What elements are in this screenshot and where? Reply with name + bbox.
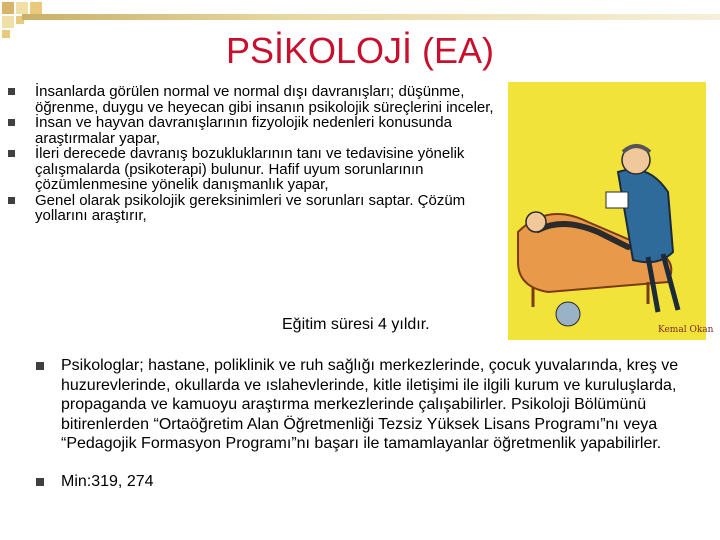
list-item: Genel olarak psikolojik gereksinimleri ve sorunları saptar. Çözüm yollarını araştırır,	[8, 193, 498, 224]
square-bullet-icon	[8, 119, 15, 126]
top-decor-line	[22, 14, 720, 20]
page-title: PSİKOLOJİ (EA)	[225, 30, 495, 71]
list-item: İleri derecede davranış bozukluklarının tanı ve tedavisine yönelik çalışmalarda (psikoterapi) bulunur. Hafif uyum sorunlarının çözümlenmesine yönelik danışmanlık yapar,	[8, 146, 498, 193]
list-item: Min:319, 274	[36, 472, 686, 492]
square-bullet-icon	[8, 88, 15, 95]
square-bullet-icon	[8, 150, 15, 157]
main-bullet-list	[8, 84, 498, 224]
square-bullet-icon	[36, 362, 44, 370]
list-item: İnsan ve hayvan davranışlarının fizyolojik nedenleri konusunda araştırmalar yapar,	[8, 115, 498, 146]
education-duration: Eğitim süresi 4 yıldır.	[282, 316, 430, 333]
list-item: Psikologlar; hastane, poliklinik ve ruh sağlığı merkezlerinde, çocuk yuvalarında, kreş ve huzurevlerinde, okullarda ve ıslahevlerinde, kitle iletişimi ile ilgili kurum ve kuruluşlarda, propaganda ve kamuoyu araştırma merkezlerinde çalışabilirler. Psikoloji Bölümünü bitirenlerden “Ortaöğretim Alan Öğretmenliği Tezsiz Yüksek Lisans Programı”nı veya “Pedagojik Formasyon Programı”nı başarı ile tamamlayanlar öğretmenlik yapabilirler.	[36, 356, 686, 454]
square-bullet-icon	[36, 478, 44, 486]
list-item: İnsanlarda görülen normal ve normal dışı davranışları; düşünme, öğrenme, duygu ve heyecan gibi insanın psikolojik süreçlerini inceler,	[8, 84, 498, 115]
secondary-bullet-list	[36, 356, 686, 491]
psychologist-cartoon	[508, 82, 714, 340]
square-bullet-icon	[8, 197, 15, 204]
cartoon-signature: Kemal Okan	[658, 325, 714, 335]
